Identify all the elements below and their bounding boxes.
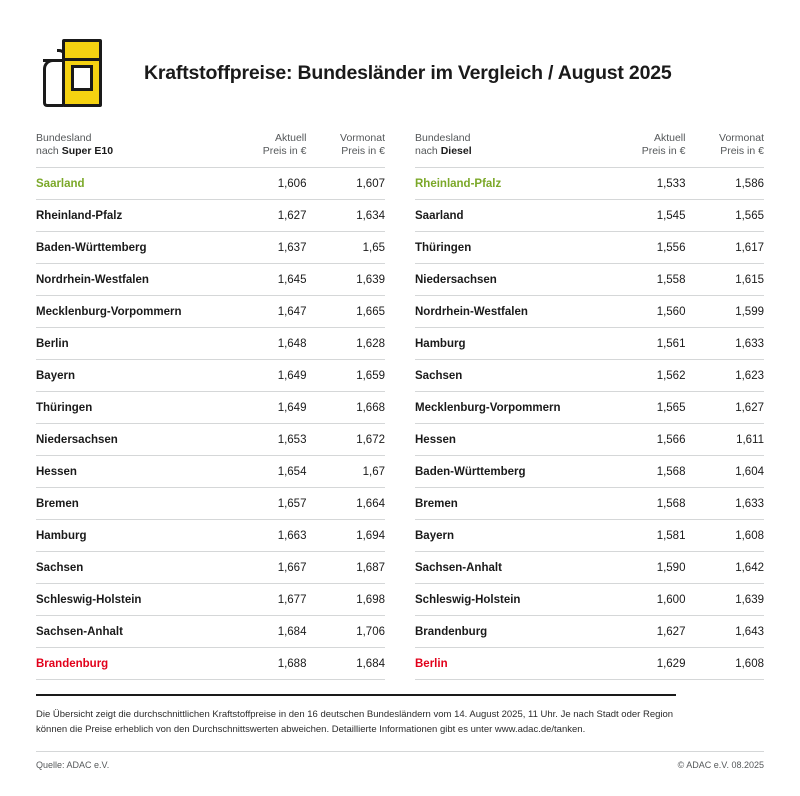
sort-prefix-label: nach (36, 145, 62, 157)
cell-vormonat: 1,633 (735, 497, 764, 510)
sort-key-label: Diesel (440, 145, 472, 157)
cell-vormonat: 1,627 (735, 401, 764, 414)
cell-aktuell: 1,629 (656, 657, 686, 670)
cell-bundesland: Saarland (36, 177, 85, 190)
page-title: Kraftstoffpreise: Bundesländer im Vergleich / August 2025 (144, 61, 672, 84)
column-header-bundesland (36, 132, 228, 168)
cell-aktuell: 1,562 (656, 369, 686, 382)
cell-vormonat: 1,617 (735, 241, 764, 254)
table-row (415, 232, 764, 264)
cell-bundesland: Hessen (415, 433, 456, 446)
cell-vormonat: 1,628 (356, 337, 385, 350)
cell-bundesland: Bremen (36, 497, 79, 510)
cell-vormonat: 1,599 (735, 305, 764, 318)
cell-vormonat: 1,639 (356, 273, 385, 286)
table-row (415, 360, 764, 392)
table-diesel (415, 132, 764, 680)
table-row (415, 392, 764, 424)
column-header-bundesland-line1: Bundesland (415, 132, 471, 144)
cell-vormonat: 1,608 (735, 529, 764, 542)
table-row (36, 488, 385, 520)
cell-bundesland: Brandenburg (415, 625, 488, 638)
cell-vormonat: 1,687 (356, 561, 385, 574)
column-header-aktuell-line1: Aktuell (274, 132, 307, 144)
cell-bundesland: Sachsen-Anhalt (36, 625, 123, 638)
table-header-row (415, 132, 764, 168)
cell-aktuell: 1,648 (277, 337, 307, 350)
cell-aktuell: 1,568 (656, 465, 686, 478)
cell-vormonat: 1,565 (735, 209, 764, 222)
column-header-bundesland-line2 (415, 145, 607, 158)
cell-vormonat: 1,706 (356, 625, 385, 638)
cell-bundesland: Berlin (36, 337, 69, 350)
column-header-vormonat (685, 132, 764, 168)
cell-aktuell: 1,649 (277, 369, 307, 382)
column-header-aktuell-line2: Preis in € (262, 145, 307, 157)
column-header-vormonat-line1: Vormonat (719, 132, 764, 144)
table-row (415, 296, 764, 328)
cell-vormonat: 1,694 (356, 529, 385, 542)
tables-container (36, 132, 764, 680)
cell-vormonat: 1,668 (356, 401, 385, 414)
fuel-pump-display (71, 65, 93, 91)
cell-aktuell: 1,600 (656, 593, 686, 606)
cell-bundesland: Hessen (36, 465, 77, 478)
table-row (36, 232, 385, 264)
fuel-pump-topline (62, 58, 102, 61)
column-header-aktuell-line2: Preis in € (641, 145, 686, 157)
cell-aktuell: 1,684 (277, 625, 307, 638)
cell-vormonat: 1,698 (356, 593, 385, 606)
cell-vormonat: 1,611 (736, 433, 764, 446)
table-row (415, 584, 764, 616)
cell-aktuell: 1,647 (277, 305, 307, 318)
cell-bundesland: Bayern (415, 529, 454, 542)
cell-bundesland: Rheinland-Pfalz (415, 177, 502, 190)
cell-vormonat: 1,67 (362, 465, 385, 478)
cell-aktuell: 1,645 (277, 273, 307, 286)
cell-vormonat: 1,623 (735, 369, 764, 382)
cell-bundesland: Niedersachsen (36, 433, 118, 446)
cell-bundesland: Saarland (415, 209, 464, 222)
cell-aktuell: 1,568 (656, 497, 686, 510)
fuel-pump-nozzle-arm (43, 59, 62, 62)
cell-bundesland: Berlin (415, 657, 448, 670)
sort-prefix-label: nach (415, 145, 441, 157)
column-header-bundesland-line1: Bundesland (36, 132, 92, 144)
cell-vormonat: 1,665 (356, 305, 385, 318)
cell-aktuell: 1,688 (277, 657, 307, 670)
cell-vormonat: 1,634 (356, 209, 385, 222)
table-row (36, 264, 385, 296)
column-header-vormonat-line1: Vormonat (340, 132, 385, 144)
cell-aktuell: 1,657 (277, 497, 307, 510)
column-header-vormonat-line2: Preis in € (720, 145, 764, 157)
cell-aktuell: 1,667 (277, 561, 307, 574)
cell-aktuell: 1,649 (277, 401, 307, 414)
table-row (415, 616, 764, 648)
cell-bundesland: Hamburg (36, 529, 87, 542)
cell-vormonat: 1,672 (356, 433, 385, 446)
table-row (36, 200, 385, 232)
cell-aktuell: 1,627 (277, 209, 307, 222)
cell-aktuell: 1,590 (656, 561, 686, 574)
table-row (415, 328, 764, 360)
table-row (36, 616, 385, 648)
table-row (415, 424, 764, 456)
cell-aktuell: 1,654 (277, 465, 307, 478)
table-row (415, 648, 764, 680)
cell-bundesland: Schleswig-Holstein (415, 593, 521, 606)
cell-vormonat: 1,642 (735, 561, 764, 574)
table-row (36, 424, 385, 456)
cell-aktuell: 1,663 (277, 529, 307, 542)
cell-aktuell: 1,606 (277, 177, 307, 190)
table-row (36, 328, 385, 360)
cell-vormonat: 1,684 (356, 657, 385, 670)
cell-bundesland: Mecklenburg-Vorpommern (36, 305, 182, 318)
table-row (36, 392, 385, 424)
table-row (36, 456, 385, 488)
column-header-aktuell-line1: Aktuell (653, 132, 686, 144)
cell-bundesland: Sachsen (415, 369, 463, 382)
fuel-pump-nozzle (43, 59, 63, 107)
table-row (36, 168, 385, 200)
column-header-vormonat-line2: Preis in € (341, 145, 385, 157)
cell-bundesland: Schleswig-Holstein (36, 593, 142, 606)
cell-vormonat: 1,659 (356, 369, 385, 382)
header (36, 30, 764, 116)
cell-bundesland: Nordrhein-Westfalen (415, 305, 528, 318)
cell-aktuell: 1,627 (656, 625, 686, 638)
cell-bundesland: Rheinland-Pfalz (36, 209, 123, 222)
cell-aktuell: 1,560 (656, 305, 686, 318)
cell-bundesland: Nordrhein-Westfalen (36, 273, 149, 286)
cell-aktuell: 1,565 (656, 401, 686, 414)
cell-bundesland: Baden-Württemberg (415, 465, 526, 478)
cell-vormonat: 1,633 (735, 337, 764, 350)
footnote-text: Die Übersicht zeigt die durchschnittlichen Kraftstoffpreise in den 16 deutschen Bundesländern vom 14. August 2025, 11 Uhr. Je nach Stadt oder Region können die Preise erheblich von den Durchschnittswerten abweichen. Detaillierte Informationen gibt es unter www.adac.de/tanken. (36, 694, 676, 737)
cell-bundesland: Mecklenburg-Vorpommern (415, 401, 561, 414)
footer (36, 751, 764, 770)
table-row (415, 168, 764, 200)
column-header-bundesland (415, 132, 607, 168)
cell-bundesland: Baden-Württemberg (36, 241, 147, 254)
cell-vormonat: 1,607 (356, 177, 385, 190)
cell-aktuell: 1,533 (656, 177, 686, 190)
cell-bundesland: Bremen (415, 497, 458, 510)
table-row (415, 456, 764, 488)
cell-bundesland: Thüringen (415, 241, 472, 254)
cell-vormonat: 1,65 (362, 241, 385, 254)
column-header-aktuell (607, 132, 686, 168)
cell-vormonat: 1,586 (735, 177, 764, 190)
cell-aktuell: 1,581 (656, 529, 686, 542)
cell-vormonat: 1,615 (735, 273, 764, 286)
table-row (36, 552, 385, 584)
column-header-bundesland-line2 (36, 145, 228, 158)
cell-bundesland: Brandenburg (36, 657, 109, 670)
cell-vormonat: 1,664 (356, 497, 385, 510)
price-table-diesel (415, 132, 764, 680)
cell-aktuell: 1,566 (656, 433, 686, 446)
cell-vormonat: 1,608 (735, 657, 764, 670)
cell-vormonat: 1,643 (735, 625, 764, 638)
cell-bundesland: Bayern (36, 369, 75, 382)
fuel-pump-icon (40, 37, 118, 109)
column-header-aktuell (228, 132, 307, 168)
price-table-super-e10 (36, 132, 385, 680)
cell-aktuell: 1,558 (656, 273, 686, 286)
cell-aktuell: 1,653 (277, 433, 307, 446)
cell-aktuell: 1,561 (656, 337, 686, 350)
sort-key-label: Super E10 (61, 145, 114, 157)
table-row (36, 520, 385, 552)
table-row (36, 584, 385, 616)
cell-bundesland: Sachsen (36, 561, 84, 574)
table-row (415, 264, 764, 296)
source-label: Quelle: ADAC e.V. (36, 760, 110, 770)
table-header-row (36, 132, 385, 168)
table-row (36, 296, 385, 328)
cell-bundesland: Hamburg (415, 337, 466, 350)
cell-bundesland: Sachsen-Anhalt (415, 561, 502, 574)
table-row (415, 552, 764, 584)
table-row (415, 200, 764, 232)
table-row (415, 488, 764, 520)
column-header-vormonat (306, 132, 385, 168)
cell-vormonat: 1,604 (735, 465, 764, 478)
cell-aktuell: 1,556 (656, 241, 686, 254)
table-super-e10 (36, 132, 385, 680)
cell-aktuell: 1,677 (277, 593, 307, 606)
cell-aktuell: 1,637 (277, 241, 307, 254)
cell-bundesland: Thüringen (36, 401, 93, 414)
cell-aktuell: 1,545 (656, 209, 686, 222)
cell-bundesland: Niedersachsen (415, 273, 497, 286)
copyright-label: © ADAC e.V. 08.2025 (677, 760, 764, 770)
table-row (415, 520, 764, 552)
cell-vormonat: 1,639 (735, 593, 764, 606)
table-row (36, 648, 385, 680)
table-row (36, 360, 385, 392)
